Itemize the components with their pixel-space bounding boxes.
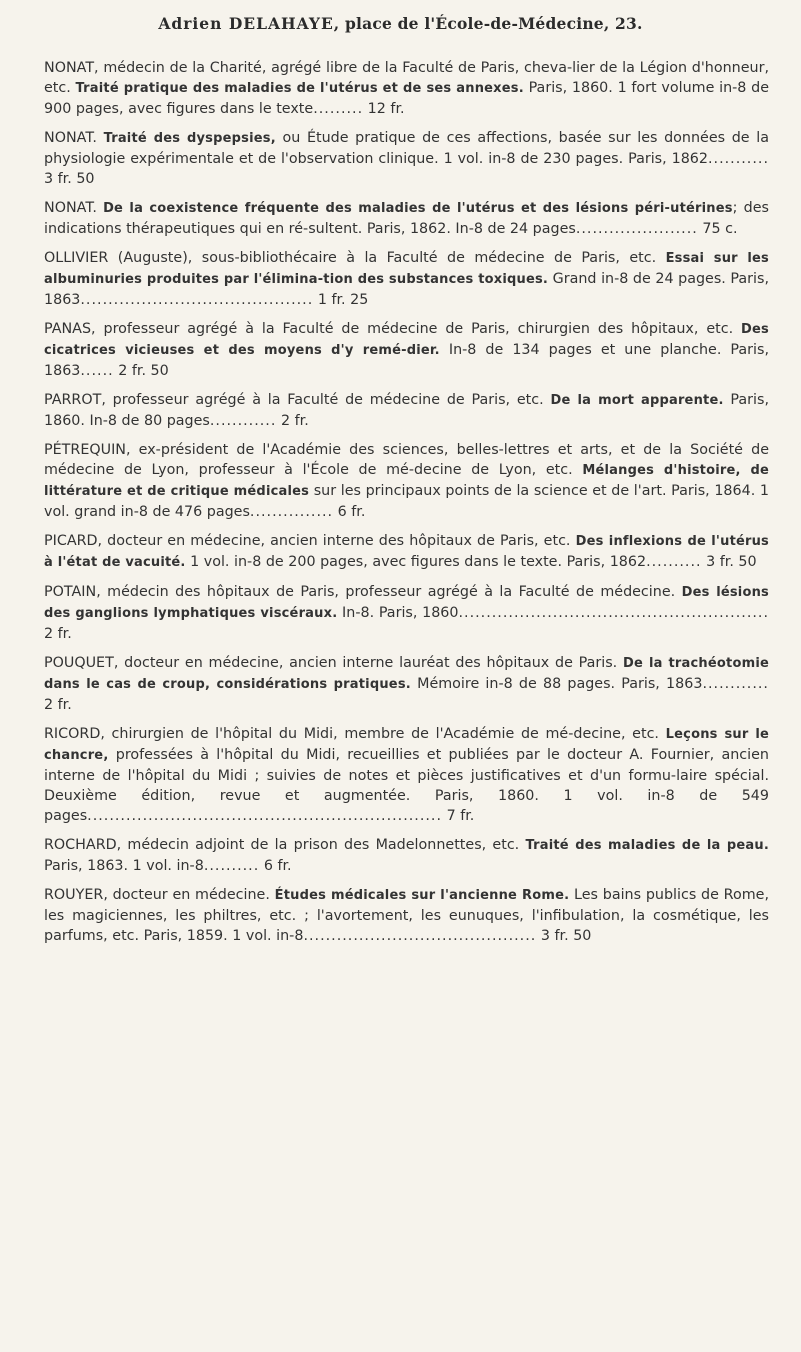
entry-title: Des cicatrices vicieuses et des moyens d'y remé-dier. [44,322,769,358]
entry-leader-dots: ...................... [575,221,698,237]
entry-price: 3 fr. 50 [44,171,95,187]
catalogue-entry [44,440,769,522]
entry-price: 6 fr. [263,858,292,874]
catalogue-entry [44,582,769,644]
entry-details: sur les principaux points de la science et de l'art. Paris, 1864. 1 vol. grand in-8 de 476 pages [44,483,769,520]
entry-leader-dots: ........... [708,151,769,167]
entry-price: 3 fr. 50 [706,554,757,570]
entry-leader-dots: ......... [313,101,364,117]
entry-author: ROUYER, docteur en médecine. [44,887,275,903]
catalogue-entry [44,835,769,876]
catalogue-entry [44,248,769,310]
publisher-name: Adrien DELAHAYE [158,14,334,33]
catalogue-entry [44,198,769,239]
entry-title: Traité des dyspepsies, [103,131,276,146]
entry-author: RICORD, chirurgien de l'hôpital du Midi, membre de l'Académie de mé-decine, etc. [44,726,666,742]
entry-price: 3 fr. 50 [540,928,592,944]
catalogue-entries [44,58,769,955]
entry-author: ROCHARD, médecin adjoint de la prison des Madelonnettes, etc. [44,837,526,853]
entry-details: Mémoire in-8 de 88 pages. Paris, 1863 [410,676,703,692]
entry-details: ou Étude pratique de ces affections, basée sur les données de la physiologie expérimentale et de l'observation clinique. 1 vol. in-8 de 230 pages. Paris, 1862 [44,130,769,167]
entry-details: In-8 de 134 pages et une planche. Paris, 1863 [44,342,769,379]
entry-author: OLLIVIER (Auguste), sous-bibliothécaire à la Faculté de médecine de Paris, etc. [44,250,666,266]
entry-details: In-8. Paris, 1860 [337,605,459,621]
entry-title: Traité des maladies de la peau. [525,838,769,853]
entry-leader-dots: ............... [249,504,334,520]
entry-author: NONAT. [44,130,104,146]
catalogue-entry [44,653,769,715]
entry-author: NONAT. [44,200,104,216]
page-header [0,14,801,33]
entry-title: Des inflexions de l'utérus à l'état de vacuité. [44,534,769,570]
entry-leader-dots: .......... [203,858,260,874]
catalogue-entry [44,319,769,381]
entry-details: Grand in-8 de 24 pages. Paris, 1863 [44,271,769,308]
entry-leader-dots: .......................................... [80,292,314,308]
entry-price: 12 fr. [367,101,405,117]
entry-price: 7 fr. [446,808,475,824]
entry-leader-dots: ............ [702,676,769,692]
catalogue-entry [44,724,769,826]
entry-title: De la coexistence fréquente des maladies de l'utérus et des lésions péri-utérines [103,201,733,216]
entry-title: Leçons sur le chancre, [44,727,770,763]
catalogue-entry [44,128,769,189]
entry-price: 2 fr. 50 [118,363,169,379]
entry-details: professées à l'hôpital du Midi, recueillies et publiées par le docteur A. Fournier, ancien interne de l'hôpital du Midi ; suivies de notes et pièces justificatives et d'un formu-laire spécial. Deuxième édition, revue et augmentée. Paris, 1860. 1 vol. in-8 de 549 pages [44,747,769,824]
publisher-address: , place de l'École-de-Médecine, 23. [333,14,643,33]
entry-details: ; des indications thérapeutiques qui en ré-sultent. Paris, 1862. In-8 de 24 pages [44,200,769,237]
entry-title: De la mort apparente. [550,393,724,408]
entry-details: Paris, 1860. 1 fort volume in-8 de 900 pages, avec figures dans le texte [44,80,769,117]
entry-details: Paris, 1860. In-8 de 80 pages [44,392,769,429]
entry-author: PARROT, professeur agrégé à la Faculté de médecine de Paris, etc. [44,392,551,408]
entry-title: Traité pratique des maladies de l'utérus et de ses annexes. [75,81,524,96]
entry-leader-dots: .......... [646,554,702,570]
entry-price: 2 fr. [44,626,72,642]
entry-details: 1 vol. in-8 de 200 pages, avec figures dans le texte. Paris, 1862 [185,554,647,570]
entry-leader-dots: ............ [209,413,277,429]
entry-author: POTAIN, médecin des hôpitaux de Paris, professeur agrégé à la Faculté de médecine. [44,584,682,600]
entry-leader-dots: ........................................................ [458,605,769,621]
catalogue-entry [44,390,769,431]
entry-author: PANAS, professeur agrégé à la Faculté de médecine de Paris, chirurgien des hôpitaux, etc. [44,321,742,337]
entry-leader-dots: ................................................................ [87,808,443,824]
entry-title: Mélanges d'histoire, de littérature et de critique médicales [44,463,769,499]
entry-title: De la trachéotomie dans le cas de croup, considérations pratiques. [44,656,769,692]
entry-leader-dots: .......................................... [303,928,537,944]
entry-title: Études médicales sur l'ancienne Rome. [274,888,570,903]
entry-leader-dots: ...... [80,363,114,379]
entry-author: NONAT, médecin de la Charité, agrégé libre de la Faculté de Paris, cheva-lier de la Légion d'honneur, etc. [44,60,769,96]
catalogue-entry [44,58,769,119]
entry-author: PÉTREQUIN, ex-président de l'Académie des sciences, belles-lettres et arts, et de la Société de médecine de Lyon, professeur à l'École de mé-decine de Lyon, etc. [44,442,769,478]
entry-price: 6 fr. [337,504,366,520]
entry-details: Les bains publics de Rome, les magiciennes, les philtres, etc. ; l'avortement, les eunuques, l'infibulation, la cosmétique, les parfums, etc. Paris, 1859. 1 vol. in-8 [44,887,769,944]
catalogue-entry [44,531,769,573]
entry-price: 75 c. [702,221,738,237]
entry-price: 1 fr. 25 [317,292,369,308]
entry-price: 2 fr. [44,697,72,713]
entry-title: Essai sur les albuminuries produites par l'élimina-tion des substances toxiques. [44,251,769,287]
catalogue-entry [44,885,769,946]
entry-title: Des lésions des ganglions lymphatiques viscéraux. [44,585,769,621]
entry-price: 2 fr. [280,413,309,429]
entry-author: POUQUET, docteur en médecine, ancien interne lauréat des hôpitaux de Paris. [44,655,623,671]
entry-details: Paris, 1863. 1 vol. in-8 [44,858,204,874]
entry-author: PICARD, docteur en médecine, ancien interne des hôpitaux de Paris, etc. [44,533,576,549]
